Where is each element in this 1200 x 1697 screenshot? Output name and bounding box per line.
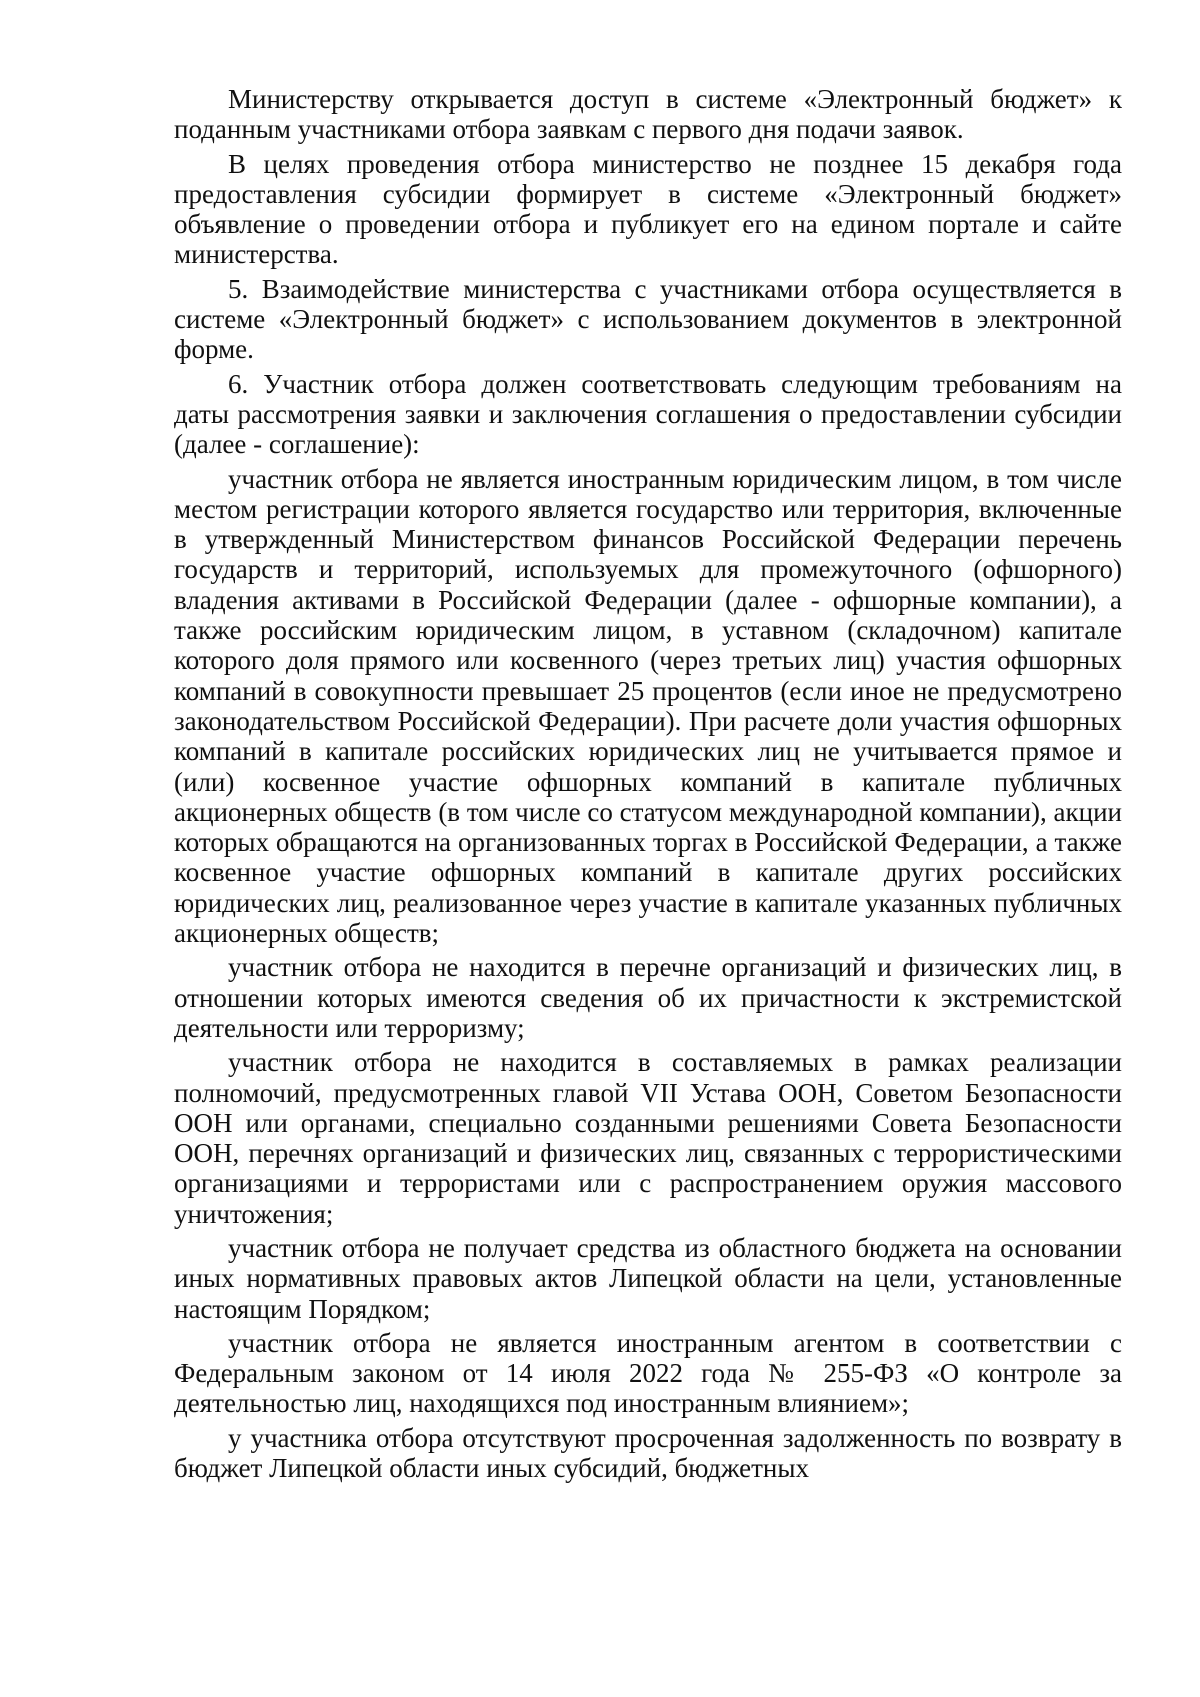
- paragraph-item-6: 6. Участник отбора должен соответствовать следующим требованиям на даты рассмотрения заявки и заключения соглашения о предоставлении субсидии (далее - соглашение):: [174, 368, 1122, 460]
- paragraph-un-lists: участник отбора не находится в составляемых в рамках реализации полномочий, предусмотренных главой VII Устава ООН, Советом Безопасности ООН или органами, специально созданными решениями Совета Безопасности ООН, перечнях организаций и физических лиц, связанных с террористическими организациями и террористами или с распространением оружия массового уничтожения;: [174, 1047, 1122, 1229]
- paragraph-offshore: участник отбора не является иностранным юридическим лицом, в том числе местом регистрации которого является государство или территория, включенные в утвержденный Министерством финансов Российской Федерации перечень государств и территорий, используемых для промежуточного (офшорного) владения активами в Российской Федерации (далее - офшорные компании), а также российским юридическим лицом, в уставном (складочном) капитале которого доля прямого или косвенного (через третьих лиц) участия офшорных компаний в совокупности превышает 25 процентов (если иное не предусмотрено законодательством Российской Федерации). При расчете доли участия офшорных компаний в капитале российских юридических лиц не учитывается прямое и (или) косвенное участие офшорных компаний в капитале публичных акционерных обществ (в том числе со статусом международной компании), акции которых обращаются на организованных торгах в Российской Федерации, а также косвенное участие офшорных компаний в капитале других российских юридических лиц, реализованное через участие в капитале указанных публичных акционерных обществ;: [174, 463, 1122, 949]
- paragraph-extremism: участник отбора не находится в перечне организаций и физических лиц, в отношении которых имеются сведения об их причастности к экстремистской деятельности или терроризму;: [174, 952, 1122, 1043]
- paragraph-item-5: 5. Взаимодействие министерства с участниками отбора осуществляется в системе «Электронный бюджет» с использованием документов в электронной форме.: [174, 273, 1122, 365]
- paragraph-access: Министерству открывается доступ в системе «Электронный бюджет» к поданным участниками отбора заявкам с первого дня подачи заявок.: [174, 84, 1122, 145]
- paragraph-foreign-agent: участник отбора не является иностранным агентом в соответствии с Федеральным законом от 14 июля 2022 года № 255-ФЗ «О контроле за деятельностью лиц, находящихся под иностранным влиянием»;: [174, 1327, 1122, 1419]
- paragraph-regional-budget: участник отбора не получает средства из областного бюджета на основании иных нормативных правовых актов Липецкой области на цели, установленные настоящим Порядком;: [174, 1232, 1122, 1324]
- paragraph-debt: у участника отбора отсутствуют просроченная задолженность по возврату в бюджет Липецкой области иных субсидий, бюджетных: [174, 1422, 1122, 1484]
- document-page: [174, 84, 1122, 1487]
- paragraph-announcement: В целях проведения отбора министерство не позднее 15 декабря года предоставления субсидии формирует в системе «Электронный бюджет» объявление о проведении отбора и публикует его на едином портале и сайте министерства.: [174, 148, 1122, 270]
